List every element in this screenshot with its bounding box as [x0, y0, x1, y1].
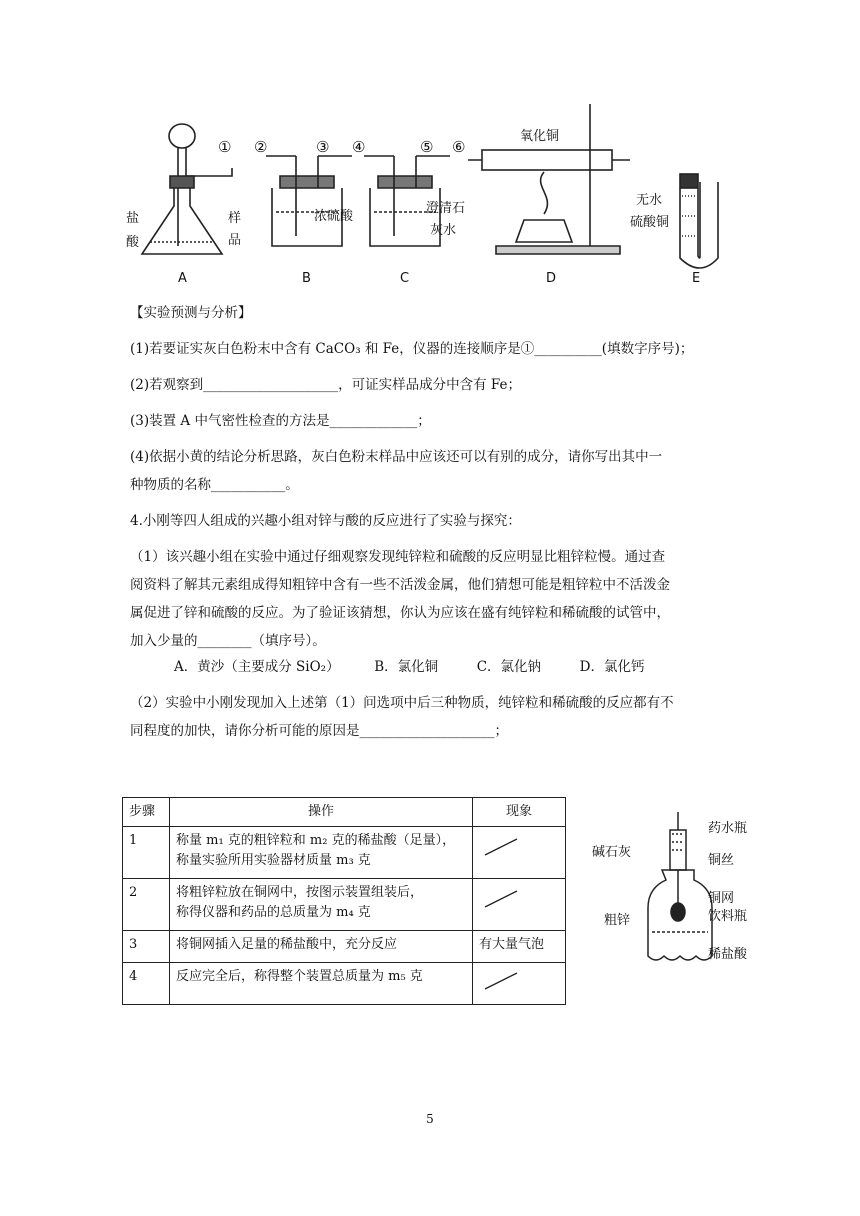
label-drink-bottle: 饮料瓶: [708, 909, 748, 924]
question-4-line-2: 种物质的名称___________。: [130, 477, 299, 493]
slash-mark: [479, 967, 523, 993]
label-soda-lime: 碱石灰: [592, 845, 632, 860]
label-yangpin-2: 品: [228, 233, 242, 248]
connector-2: ②: [254, 138, 268, 156]
connector-6: ⑥: [452, 138, 466, 156]
label-medicine-bottle: 药水瓶: [708, 821, 748, 836]
step-number: 2: [123, 879, 170, 931]
question-1: (1)若要证实灰白色粉末中含有 CaCO₃ 和 Fe，仪器的连接顺序是①__________(填数字序号)；: [130, 341, 694, 357]
label-suan: 酸: [126, 235, 140, 250]
page-number: 5: [426, 1112, 434, 1126]
operation-line: 反应完全后，称得整个装置总质量为 m₅ 克: [176, 969, 423, 984]
letter-B: B: [302, 271, 311, 286]
option-c: C．氯化钠: [476, 659, 542, 675]
operation-cell: [170, 879, 473, 931]
options-row: [174, 652, 644, 682]
letter-D: D: [546, 271, 557, 286]
p4-part1-line-2: 阅资料了解其元素组成得知粗锌中含有一些不活泼金属，他们猜想可能是粗锌粒中不活泼金: [130, 577, 670, 593]
phenomenon-cell: [473, 827, 566, 879]
operation-line: 称量实验所用实验器材质量 m₃ 克: [176, 853, 371, 868]
connector-5: ⑤: [420, 138, 434, 156]
label-limewater-1: 澄清石: [426, 201, 466, 216]
label-yangpin-1: 样: [228, 211, 242, 226]
operation-line: 将铜网插入足量的稀盐酸中，充分反应: [176, 937, 398, 952]
steps-table: [122, 797, 566, 1005]
table-header-row: [123, 798, 566, 827]
question-3: (3)装置 A 中气密性检查的方法是_____________；: [130, 413, 431, 429]
problem-4-heading: 4.小刚等四人组成的兴趣小组对锌与酸的反应进行了实验与探究：: [130, 513, 521, 529]
table-row: [123, 879, 566, 931]
table-row: [123, 963, 566, 1005]
option-a: A．黄沙（主要成分 SiO₂）: [174, 659, 340, 675]
label-yan: 盐: [126, 211, 140, 226]
phenomenon-cell: 有大量气泡: [473, 931, 566, 963]
label-copper-wire: 铜丝: [708, 853, 735, 868]
letter-A: A: [178, 271, 187, 286]
letter-E: E: [692, 271, 701, 286]
table-row: [123, 931, 566, 963]
connector-4: ④: [352, 138, 366, 156]
p4-part2-line-2: 同程度的加快，请你分析可能的原因是____________________；: [130, 723, 508, 739]
connector-1: ①: [218, 138, 232, 156]
connector-3: ③: [316, 138, 330, 156]
label-copper-oxide: 氧化铜: [520, 129, 560, 144]
section-heading: 【实验预测与分析】: [130, 305, 252, 321]
step-number: 1: [123, 827, 170, 879]
label-conc-sulfuric: 浓硫酸: [314, 209, 354, 224]
label-anhydrous-1: 无水: [636, 193, 663, 208]
step-number: 3: [123, 931, 170, 963]
p4-part1-line-4: 加入少量的________（填序号）。: [130, 633, 326, 649]
question-4-line-1: (4)依据小黄的结论分析思路，灰白色粉末样品中应该还可以有别的成分，请你写出其中一: [130, 449, 663, 465]
header-step: 步骤: [123, 798, 170, 827]
label-limewater-2: 灰水: [430, 223, 457, 238]
label-copper-mesh: 铜网: [708, 891, 735, 906]
option-b: B．氯化铜: [374, 659, 439, 675]
phenomenon-cell: [473, 879, 566, 931]
phenomenon-cell: [473, 963, 566, 1005]
operation-line: 称得仪器和药品的总质量为 m₄ 克: [176, 905, 371, 920]
slash-mark: [479, 831, 523, 861]
p4-part1-line-3: 属促进了锌和硫酸的反应。为了验证该猜想，你认为应该在盛有纯锌粒和稀硫酸的试管中，: [130, 605, 670, 621]
bottle-diagram: [590, 808, 770, 978]
label-dilute-hcl: 稀盐酸: [708, 947, 748, 962]
slash-mark: [479, 883, 523, 913]
option-d: D．氯化钙: [579, 659, 645, 675]
label-anhydrous-2: 硫酸铜: [630, 215, 670, 230]
table-row: [123, 827, 566, 879]
operation-line: 称量 m₁ 克的粗锌粒和 m₂ 克的稀盐酸（足量），: [176, 833, 456, 848]
operation-cell: [170, 931, 473, 963]
operation-cell: [170, 963, 473, 1005]
label-crude-zinc: 粗锌: [604, 913, 631, 928]
p4-part1-line-1: （1）该兴趣小组在实验中通过仔细观察发现纯锌粒和硫酸的反应明显比粗锌粒慢。通过查: [130, 549, 666, 565]
apparatus-diagram: [120, 96, 740, 286]
step-number: 4: [123, 963, 170, 1005]
header-operation: 操作: [170, 798, 473, 827]
header-phenomenon: 现象: [473, 798, 566, 827]
question-2: (2)若观察到____________________，可证实样品成分中含有 Fe；: [130, 377, 522, 393]
operation-cell: [170, 827, 473, 879]
letter-C: C: [400, 271, 410, 286]
p4-part2-line-1: （2）实验中小刚发现加入上述第（1）问选项中后三种物质，纯锌粒和稀硫酸的反应都有不: [130, 695, 674, 711]
operation-line: 将粗锌粒放在铜网中，按图示装置组装后，: [176, 885, 424, 900]
